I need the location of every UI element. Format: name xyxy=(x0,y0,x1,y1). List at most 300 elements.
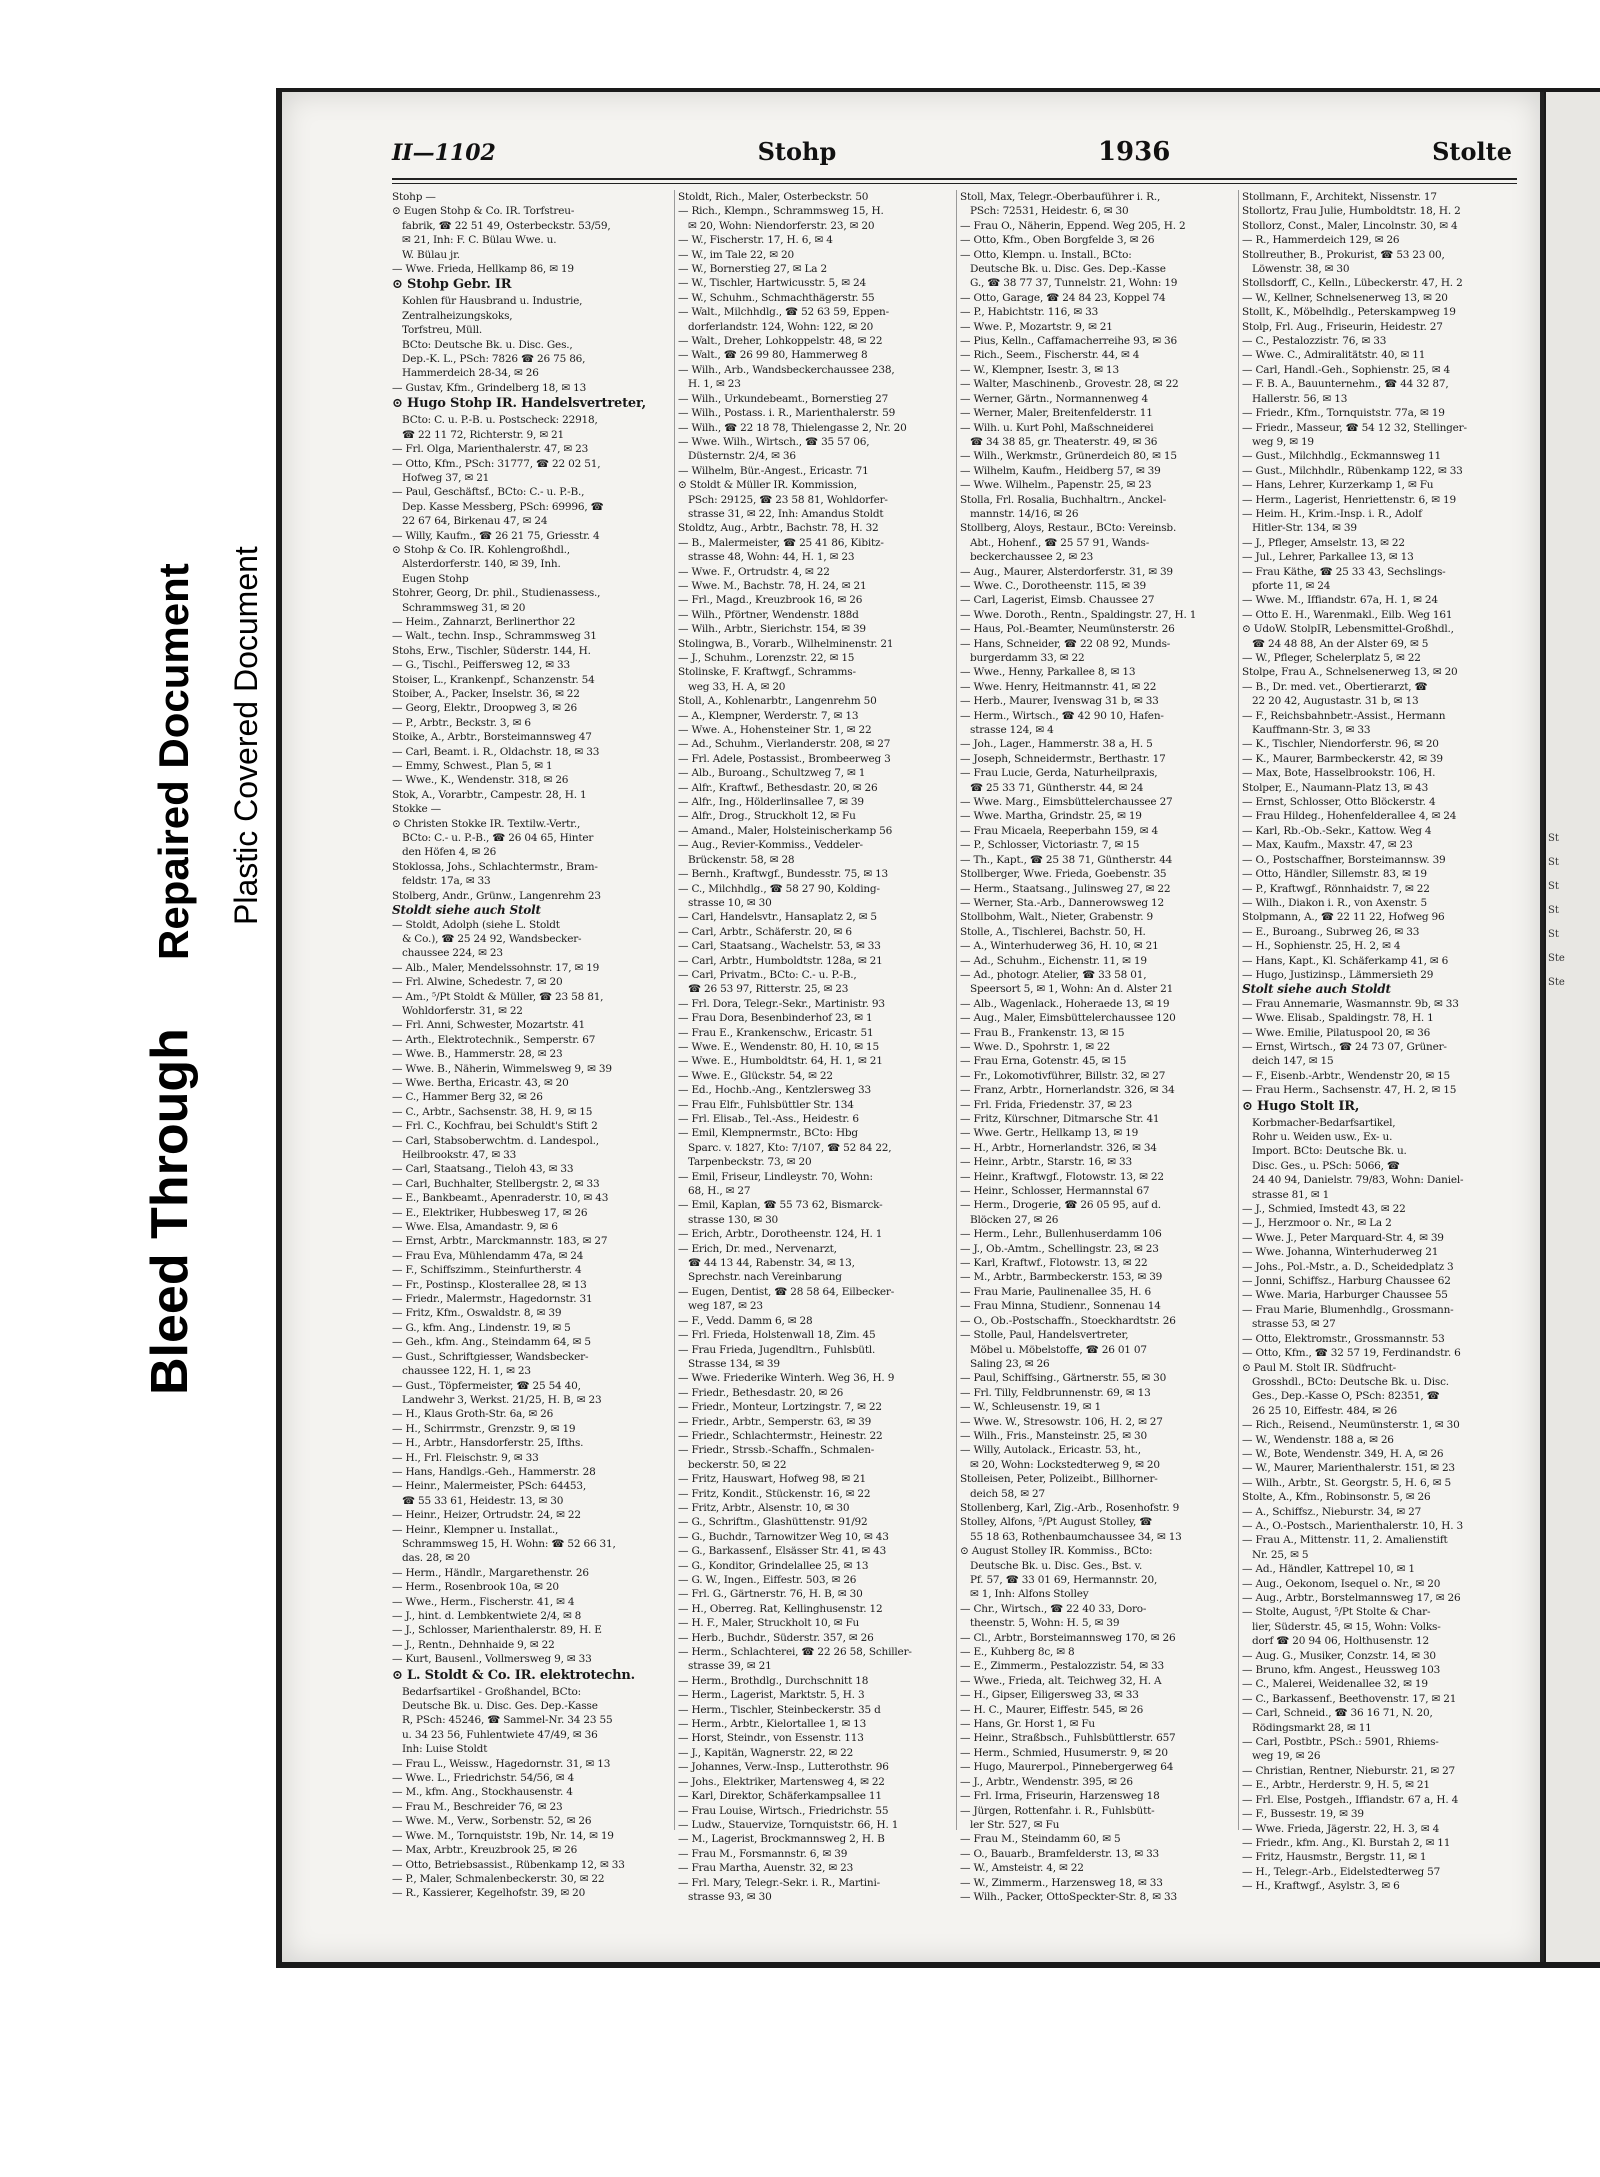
directory-entry: — Cl., Arbtr., Borsteimannsweg 170, ✉ 26 xyxy=(960,1631,1176,1644)
directory-entry: strasse 10, ✉ 30 xyxy=(688,896,772,909)
directory-entry: — A., Schiffsz., Nieburstr. 34, ✉ 27 xyxy=(1242,1505,1422,1518)
adjacent-page-fragment: Ste xyxy=(1548,977,1565,988)
directory-entry: — Geh., kfm. Ang., Steindamm 64, ✉ 5 xyxy=(392,1336,591,1349)
directory-entry: — W., Klempner, Isestr. 3, ✉ 13 xyxy=(960,363,1119,376)
directory-entry: — R., Kassierer, Kegelhofstr. 39, ✉ 20 xyxy=(392,1887,586,1900)
directory-entry: Disc. Ges., u. PSch: 5066, ☎ xyxy=(1252,1159,1400,1172)
directory-entry: — Wilhelm, Kaufm., Heidberg 57, ✉ 39 xyxy=(960,464,1161,477)
directory-entry: — Johs., Elektriker, Martensweg 4, ✉ 22 xyxy=(678,1775,885,1788)
directory-entry: Stollreuther, B., Prokurist, ☎ 53 23 00, xyxy=(1242,248,1445,261)
directory-entry: — Frl. Else, Postgeh., Iffiandstr. 67 a, H. 4 xyxy=(1242,1793,1459,1806)
directory-entry: — Wwe. A., Hohensteiner Str. 1, ✉ 22 xyxy=(678,724,872,737)
directory-entry: ☎ 55 33 61, Heidestr. 13, ✉ 30 xyxy=(402,1494,564,1507)
directory-entry: — J., Schuhm., Lorenzstr. 22, ✉ 15 xyxy=(678,652,855,664)
directory-entry: — Herm., Arbtr., Kielortallee 1, ✉ 13 xyxy=(678,1718,867,1731)
directory-entry: — Kurt, Bausenl., Vollmersweg 9, ✉ 33 xyxy=(392,1653,592,1666)
directory-entry: — Herm., Brothdlg., Durchschnitt 18 xyxy=(678,1674,869,1687)
directory-entry: weg 33, H. A, ✉ 20 xyxy=(688,680,786,693)
directory-entry: — Wwe. Henry, Heitmannstr. 41, ✉ 22 xyxy=(960,680,1157,693)
directory-entry: — Christian, Rentner, Nieburstr. 21, ✉ 27 xyxy=(1242,1764,1456,1777)
directory-entry: — Fritz, Arbtr., Alsenstr. 10, ✉ 30 xyxy=(678,1501,850,1514)
label-bleed-through: Bleed Through xyxy=(141,1028,199,1395)
directory-entry: Stolpe, Frau A., Schnelsenerweg 13, ✉ 20 xyxy=(1242,666,1458,679)
directory-entry: — Wwe., K., Wendenstr. 318, ✉ 26 xyxy=(392,774,569,787)
directory-entry: Rohr u. Weiden usw., Ex- u. xyxy=(1252,1131,1393,1143)
directory-entry: — R., Hammerdeich 129, ✉ 26 xyxy=(1242,234,1400,247)
directory-entry: — Heinr., Klempner u. Installat., xyxy=(392,1523,559,1536)
directory-entry: PSch: 72531, Heidestr. 6, ✉ 30 xyxy=(970,205,1129,218)
directory-entry: — Frl. G., Gärtnerstr. 76, H. B, ✉ 30 xyxy=(678,1588,863,1601)
directory-entry: — Wilh., Werkmstr., Grünerdeich 80, ✉ 15 xyxy=(960,450,1177,463)
column-3 xyxy=(956,190,1232,1903)
directory-entry: lier, Süderstr. 45, ✉ 15, Wohn: Volks- xyxy=(1252,1620,1441,1633)
directory-entry: ⊙ L. Stoldt & Co. IR. elektrotechn. xyxy=(392,1667,635,1683)
directory-entry: — Werner, Gärtn., Normannenweg 4 xyxy=(960,392,1148,405)
directory-entry: — Aug., Maler, Eimsbüttelerchaussee 120 xyxy=(960,1012,1176,1025)
directory-entry: BCto: C. u. P.-B. u. Postscheck: 22918, xyxy=(402,414,598,427)
directory-entry: — O., Postschaffner, Borsteimannsw. 39 xyxy=(1242,853,1446,866)
directory-entry: — Wwe. Wilh., Wirtsch., ☎ 35 57 06, xyxy=(678,435,870,448)
directory-entry: — Frau M., Forsmannstr. 6, ✉ 39 xyxy=(678,1847,848,1860)
directory-entry: 55 18 63, Rothenbaumchaussee 34, ✉ 13 xyxy=(970,1530,1182,1543)
directory-entry: — Fr., Postinsp., Klosterallee 28, ✉ 13 xyxy=(392,1278,587,1291)
directory-entry: Wohldorferstr. 31, ✉ 22 xyxy=(402,1004,523,1017)
directory-entry: Schrammsweg 31, ✉ 20 xyxy=(402,601,526,614)
directory-entry: — K., Tischler, Niendorferstr. 96, ✉ 20 xyxy=(1242,738,1439,751)
directory-entry: strasse 81, ✉ 1 xyxy=(1252,1188,1330,1201)
directory-entry: Landwehr 3, Werkst. 21/25, H. B, ✉ 23 xyxy=(402,1393,602,1406)
directory-entry: — C., Pestalozzistr. 76, ✉ 33 xyxy=(1242,335,1387,348)
directory-entry: — G., kfm. Ang., Lindenstr. 19, ✉ 5 xyxy=(392,1321,571,1334)
directory-entry: Düsternstr. 2/4, ✉ 36 xyxy=(688,450,796,463)
column-2 xyxy=(674,190,950,1903)
directory-entry: — Wwe. M., Bachstr. 78, H. 24, ✉ 21 xyxy=(678,579,867,592)
directory-entry: deich 58, ✉ 27 xyxy=(970,1487,1046,1500)
directory-entry: — Erich, Dr. med., Nervenarzt, xyxy=(678,1242,837,1255)
directory-entry: — Emmy, Schwest., Plan 5, ✉ 1 xyxy=(392,760,553,773)
directory-entry: Stoldtz, Aug., Arbtr., Bachstr. 78, H. 32 xyxy=(678,522,879,535)
directory-entry: — Herm., Staatsang., Julinsweg 27, ✉ 22 xyxy=(960,882,1171,895)
directory-entry: ler Str. 527, ✉ Fu xyxy=(970,1818,1060,1831)
directory-entry: — O., Ob.-Postschaffn., Stoeckhardtstr. 26 xyxy=(960,1314,1176,1327)
directory-entry: — Stoldt, Adolph (siehe L. Stoldt xyxy=(392,918,560,931)
directory-entry: fabrik, ☎ 22 51 49, Osterbeckstr. 53/59, xyxy=(402,219,611,232)
directory-entry: — Carl, Staatsang., Tieloh 43, ✉ 33 xyxy=(392,1163,574,1176)
directory-entry: — Otto, Betriebsassist., Rübenkamp 12, ✉ 33 xyxy=(392,1858,625,1871)
directory-entry: — W., Amsteistr. 4, ✉ 22 xyxy=(960,1862,1084,1875)
directory-entry: — P., Kraftwgf., Rönnhaidstr. 7, ✉ 22 xyxy=(1242,882,1430,895)
directory-entry: Blöcken 27, ✉ 26 xyxy=(970,1213,1059,1226)
directory-entry: — Johannes, Verw.-Insp., Lutterothstr. 96 xyxy=(678,1761,889,1774)
directory-entry: — H., Sophienstr. 25, H. 2, ✉ 4 xyxy=(1242,940,1401,953)
directory-entry: — Fritz, Hauswart, Hofweg 98, ✉ 21 xyxy=(678,1473,867,1486)
directory-entry: beckerstr. 50, ✉ 22 xyxy=(688,1458,787,1471)
directory-entry: — Alfr., Drog., Struckholt 12, ✉ Fu xyxy=(678,810,856,823)
directory-entry: Abt., Hohenf., ☎ 25 57 91, Wands- xyxy=(970,536,1150,549)
headword-right: Stolte xyxy=(1432,137,1512,166)
directory-entry: Alsterdorferstr. 140, ✉ 39, Inh. xyxy=(402,558,561,571)
directory-entry: — Franz, Arbtr., Hornerlandstr. 326, ✉ 34 xyxy=(960,1084,1175,1097)
directory-entry: — Wwe. E., Wendenstr. 80, H. 10, ✉ 15 xyxy=(678,1040,879,1053)
directory-entry: Hallerstr. 56, ✉ 13 xyxy=(1252,392,1348,405)
directory-entry: — M., Lagerist, Brockmannsweg 2, H. B xyxy=(678,1833,885,1846)
directory-entry: Deutsche Bk. u. Disc. Ges., Bst. v. xyxy=(970,1559,1143,1572)
directory-entry: ✉ 1, Inh: Alfons Stolley xyxy=(970,1588,1089,1601)
directory-entry: — Heim., Zahnarzt, Berlinerthor 22 xyxy=(392,615,576,628)
directory-entry: — H., Frl. Fleischstr. 9, ✉ 33 xyxy=(392,1451,539,1464)
directory-entry: Stollmann, F., Architekt, Nissenstr. 17 xyxy=(1242,191,1437,203)
directory-entry: — Chr., Wirtsch., ☎ 22 40 33, Doro- xyxy=(960,1602,1147,1615)
directory-entry: — Hans, Gr. Horst 1, ✉ Fu xyxy=(960,1718,1095,1731)
directory-entry: — Wwe. B., Näherin, Wimmelsweg 9, ✉ 39 xyxy=(392,1062,612,1075)
directory-entry: Brückenstr. 58, ✉ 28 xyxy=(688,853,795,866)
directory-entry: — Gust., Schriftgiesser, Wandsbecker- xyxy=(392,1350,589,1363)
directory-entry: — G., Barkassenf., Elsässer Str. 41, ✉ 43 xyxy=(678,1545,887,1558)
directory-entry: — Frl. Frieda, Holstenwall 18, Zim. 45 xyxy=(678,1329,876,1342)
directory-entry: BCto: C.- u. P.-B., ☎ 26 04 65, Hinter xyxy=(402,832,594,845)
directory-entry: — Ludw., Stauervize, Tornquiststr. 66, H. 1 xyxy=(678,1818,899,1831)
directory-entry: Deutsche Bk. u. Disc. Ges. Dep.-Kasse xyxy=(402,1700,598,1713)
headword-left: Stohp xyxy=(757,137,837,166)
directory-entry: strasse 53, ✉ 27 xyxy=(1252,1318,1336,1331)
directory-entry: Deutsche Bk. u. Disc. Ges. Dep.-Kasse xyxy=(970,263,1166,276)
directory-entry: — Wwe. Gertr., Hellkamp 13, ✉ 19 xyxy=(960,1127,1139,1140)
directory-entry: — Gust., Töpfermeister, ☎ 25 54 40, xyxy=(392,1379,581,1392)
directory-entry: — W., im Tale 22, ✉ 20 xyxy=(678,248,794,261)
directory-entry: — E., Kuhberg 8c, ✉ 8 xyxy=(960,1646,1075,1659)
directory-entry: — Frau M., Steindamm 60, ✉ 5 xyxy=(960,1833,1121,1846)
directory-entry: — Frau Micaela, Reeperbahn 159, ✉ 4 xyxy=(960,824,1158,837)
directory-entry: R, PSch: 45246, ☎ Sammel-Nr. 34 23 55 xyxy=(402,1714,613,1727)
directory-entry: — Wwe. Emilie, Pilatuspool 20, ✉ 36 xyxy=(1242,1026,1431,1039)
directory-entry: ☎ 26 53 97, Ritterstr. 25, ✉ 23 xyxy=(688,983,849,996)
directory-entry: ☎ 44 13 44, Rabenstr. 34, ✉ 13, xyxy=(688,1257,855,1270)
directory-entry: Grosshdl., BCto: Deutsche Bk. u. Disc. xyxy=(1252,1375,1449,1388)
directory-entry: — Frau Minna, Studienr., Sonnenau 14 xyxy=(960,1300,1161,1313)
directory-entry: — Wwe. E., Glückstr. 54, ✉ 22 xyxy=(678,1069,833,1082)
directory-entry: — Karl, Rb.-Ob.-Sekr., Kattow. Weg 4 xyxy=(1242,824,1432,837)
directory-entry: — Wwe. Johanna, Winterhuderweg 21 xyxy=(1242,1246,1439,1259)
directory-entry: — Frau Erna, Gotenstr. 45, ✉ 15 xyxy=(960,1055,1127,1068)
directory-entry: — Joseph, Schneidermstr., Berthastr. 17 xyxy=(960,752,1166,765)
directory-entry: — Wilh., Postass. i. R., Marienthalerstr. 59 xyxy=(678,407,896,420)
directory-entry: — J., Schmied, Imstedt 43, ✉ 22 xyxy=(1242,1203,1406,1216)
directory-entry: — W., Kellner, Schnelsenerweg 13, ✉ 20 xyxy=(1242,291,1448,304)
directory-entry: — Fr., Lokomotivführer, Billstr. 32, ✉ 27 xyxy=(960,1069,1166,1082)
directory-entry: — Eugen, Dentist, ☎ 28 58 64, Eilbecker- xyxy=(678,1285,895,1298)
directory-entry: — Wwe. Frieda, Hellkamp 86, ✉ 19 xyxy=(392,263,574,276)
directory-entry: — Wilh., Diakon i. R., von Axenstr. 5 xyxy=(1242,896,1427,909)
directory-entry: mannstr. 14/16, ✉ 26 xyxy=(970,507,1079,520)
directory-entry: ✉ 20, Wohn: Niendorferstr. 23, ✉ 20 xyxy=(688,219,875,232)
directory-entry: — Wilh., ☎ 22 18 78, Thielengasse 2, Nr. 20 xyxy=(678,421,907,434)
directory-entry: — Max, Arbtr., Kreuzbrook 25, ✉ 26 xyxy=(392,1844,578,1857)
directory-entry: ✉ 20, Wohn: Lockstedterweg 9, ✉ 20 xyxy=(970,1458,1160,1471)
directory-entry: — Otto, Kfm., ☎ 32 57 19, Ferdinandstr. 6 xyxy=(1242,1347,1461,1360)
directory-entry: — Frl. Adele, Postassist., Brombeerweg 3 xyxy=(678,752,891,765)
directory-entry: — Bruno, kfm. Angest., Heussweg 103 xyxy=(1242,1664,1441,1677)
directory-entry: — F., Vedd. Damm 6, ✉ 28 xyxy=(678,1314,813,1327)
directory-entry: 24 40 94, Danielstr. 79/83, Wohn: Daniel- xyxy=(1252,1174,1464,1187)
directory-entry: — Wilhelm, Bür.-Angest., Ericastr. 71 xyxy=(678,464,869,477)
directory-entry: — Max, Bote, Hasselbrookstr. 106, H. xyxy=(1242,767,1436,780)
directory-entry: Stoklossa, Johs., Schlachtermstr., Bram- xyxy=(392,860,598,873)
directory-entry: — Frau Martha, Auenstr. 32, ✉ 23 xyxy=(678,1862,854,1875)
directory-entry: — Alb., Maler, Mendelssohnstr. 17, ✉ 19 xyxy=(392,961,600,974)
directory-entry: den Höfen 4, ✉ 26 xyxy=(402,846,497,859)
directory-entry: strasse 130, ✉ 30 xyxy=(688,1213,779,1226)
directory-entry: — Frl., Magd., Kreuzbrook 16, ✉ 26 xyxy=(678,594,863,607)
directory-entry: u. 34 23 56, Fuhlentwiete 47/49, ✉ 36 xyxy=(402,1728,598,1741)
directory-entry: — W., Schleusenstr. 19, ✉ 1 xyxy=(960,1401,1101,1414)
directory-entry: — Frau B., Frankenstr. 13, ✉ 15 xyxy=(960,1026,1125,1039)
directory-entry: — W., Zimmerm., Harzensweg 18, ✉ 33 xyxy=(960,1876,1163,1889)
directory-entry: Inh: Luise Stoldt xyxy=(402,1743,488,1756)
directory-entry: — Hans, Schneider, ☎ 22 08 92, Munds- xyxy=(960,637,1171,650)
directory-entry: Kauffmann-Str. 3, ✉ 33 xyxy=(1252,724,1371,737)
directory-entry: — Frau L., Weissw., Hagedornstr. 31, ✉ 13 xyxy=(392,1757,611,1770)
directory-entry: pforte 11, ✉ 24 xyxy=(1252,579,1331,592)
directory-entry: — Wilh., Arbtr., St. Georgstr. 5, H. 6, ✉ 5 xyxy=(1242,1476,1452,1489)
directory-entry: — Frl. Tilly, Feldbrunnenstr. 69, ✉ 13 xyxy=(960,1386,1151,1399)
directory-entry: — Ed., Hochb.-Ang., Kentzlersweg 33 xyxy=(678,1084,871,1097)
directory-entry: — Friedr., Kfm., Tornquiststr. 77a, ✉ 19 xyxy=(1242,407,1445,420)
directory-entry: — Karl, Kraftwf., Flotowstr. 13, ✉ 22 xyxy=(960,1257,1148,1270)
directory-entry: — Rich., Klempn., Schrammsweg 15, H. xyxy=(678,205,884,218)
directory-entry: — A., Klempner, Werderstr. 7, ✉ 13 xyxy=(678,709,859,722)
directory-entry: — Stolle, Paul, Handelsvertreter, xyxy=(960,1329,1129,1342)
directory-entry: Stolp, Frl. Aug., Friseurin, Heidestr. 27 xyxy=(1242,320,1443,333)
directory-entry: — Wwe. P., Mozartstr. 9, ✉ 21 xyxy=(960,320,1113,333)
directory-entry: — Th., Kapt., ☎ 25 38 71, Güntherstr. 44 xyxy=(960,853,1173,866)
directory-entry: das. 28, ✉ 20 xyxy=(402,1552,470,1565)
directory-entry: — Alfr., Kraftwf., Bethesdastr. 20, ✉ 26 xyxy=(678,781,878,794)
directory-entry: — Aug., Revier-Kommiss., Veddeler- xyxy=(678,839,863,852)
directory-entry: — G., Konditor, Grindelallee 25, ✉ 13 xyxy=(678,1559,869,1572)
directory-entry: Stoldt, Rich., Maler, Osterbeckstr. 50 xyxy=(678,191,869,203)
directory-entry: — Hugo, Maurerpol., Pinnebergerweg 64 xyxy=(960,1761,1174,1774)
directory-entry: — Wwe. F., Ortrudstr. 4, ✉ 22 xyxy=(678,565,830,578)
directory-entry: Stollenberg, Karl, Zig.-Arb., Rosenhofstr. 9 xyxy=(960,1501,1180,1514)
directory-entry: chaussee 224, ✉ 23 xyxy=(402,947,503,960)
adjacent-page-fragment: St xyxy=(1548,929,1559,940)
directory-entry: — Gust., Milchhdlg., Eckmannsweg 11 xyxy=(1242,450,1441,463)
directory-entry: — Frau Eva, Mühlendamm 47a, ✉ 24 xyxy=(392,1249,584,1262)
directory-entry: — W., Schuhm., Schmachthägerstr. 55 xyxy=(678,291,875,304)
directory-entry: — Carl, Staatsang., Wachelstr. 53, ✉ 33 xyxy=(678,940,881,953)
directory-entry: chaussee 122, H. 1, ✉ 23 xyxy=(402,1365,531,1378)
directory-entry: — B., Malermeister, ☎ 25 41 86, Kibitz- xyxy=(678,536,884,549)
directory-entry: — Rich., Seem., Fischerstr. 44, ✉ 4 xyxy=(960,349,1140,362)
adjacent-page-edge xyxy=(1546,92,1600,1962)
directory-entry: — Erich, Arbtr., Dorotheenstr. 124, H. 1 xyxy=(678,1228,883,1241)
directory-entry: — J., Herzmoor o. Nr., ✉ La 2 xyxy=(1242,1217,1392,1230)
directory-entry: — Frau Dora, Besenbinderhof 23, ✉ 1 xyxy=(678,1012,873,1025)
page-header xyxy=(392,137,1512,171)
directory-entry: — C., Malerei, Weidenallee 32, ✉ 19 xyxy=(1242,1678,1428,1691)
directory-entry: — Frau Käthe, ☎ 25 33 43, Sechslings- xyxy=(1242,565,1446,578)
directory-entry: — Wwe. D., Spohrstr. 1, ✉ 22 xyxy=(960,1040,1110,1053)
directory-entry: — Carl, Stabsoberwchtm. d. Landespol., xyxy=(392,1134,599,1147)
directory-entry: — Otto, Klempn. u. Install., BCto: xyxy=(960,248,1132,261)
directory-entry: — Frl. Irma, Friseurin, Harzensweg 18 xyxy=(960,1790,1160,1803)
directory-entry: — Herb., Maurer, Ivenswag 31 b, ✉ 33 xyxy=(960,695,1159,708)
directory-entry: — Ad., photogr. Atelier, ☎ 33 58 01, xyxy=(960,968,1147,981)
directory-entry: Stolpmann, A., ☎ 22 11 22, Hofweg 96 xyxy=(1242,911,1445,924)
directory-entry: Saling 23, ✉ 26 xyxy=(970,1357,1050,1370)
directory-entry: — Fritz, Kürschner, Ditmarsche Str. 41 xyxy=(960,1113,1160,1125)
directory-entry: — Aug., Arbtr., Borstelmannsweg 17, ✉ 26 xyxy=(1242,1592,1461,1604)
directory-entry: — Frau A., Mittenstr. 11, 2. Amalienstift xyxy=(1242,1534,1448,1547)
directory-entry: — W., Bornerstieg 27, ✉ La 2 xyxy=(678,263,827,276)
directory-entry: — Friedr., kfm. Ang., Kl. Burstah 2, ✉ 11 xyxy=(1242,1836,1451,1849)
directory-entry: — Fritz, Hausmstr., Bergstr. 11, ✉ 1 xyxy=(1242,1851,1427,1864)
header-rule xyxy=(392,178,1517,180)
directory-entry: Stolinske, F. Kraftwgf., Schramms- xyxy=(678,666,856,679)
directory-entry: — Frl. Olga, Marienthalerstr. 47, ✉ 23 xyxy=(392,443,589,456)
directory-entry: — Wwe. M., Iffiandstr. 67a, H. 1, ✉ 24 xyxy=(1242,594,1438,607)
directory-entry: ⊙ Stohp & Co. IR. Kohlengroßhdl., xyxy=(392,543,570,556)
directory-entry: — F., Schiffszimm., Steinfurtherstr. 4 xyxy=(392,1264,582,1277)
directory-entry: — Carl, Buchhalter, Stellbergstr. 2, ✉ 33 xyxy=(392,1177,600,1190)
column-1 xyxy=(392,190,668,1900)
directory-entry: — K., Maurer, Barmbeckerstr. 42, ✉ 39 xyxy=(1242,752,1443,765)
directory-entry: Strasse 134, ✉ 39 xyxy=(688,1357,780,1370)
directory-entry: Stoll, Max, Telegr.-Oberbauführer i. R., xyxy=(960,191,1161,203)
directory-entry: ☎ 25 33 71, Güntherstr. 44, ✉ 24 xyxy=(970,781,1144,794)
directory-entry: — Aug., Oekonom, Isequel o. Nr., ✉ 20 xyxy=(1242,1577,1441,1590)
directory-entry: — W., Bote, Wendenstr. 349, H. A, ✉ 26 xyxy=(1242,1447,1444,1460)
directory-entry: — Otto, Händler, Sillemstr. 83, ✉ 19 xyxy=(1242,868,1427,881)
directory-entry: — Amand., Maler, Holsteinischerkamp 56 xyxy=(678,824,893,837)
directory-entry: — Wilh., Urkundebeamt., Bornerstieg 27 xyxy=(678,392,889,405)
adjacent-page-fragment: St xyxy=(1548,833,1559,844)
directory-entry: Stohp — xyxy=(392,191,436,203)
directory-entry: — Walter, Maschinenb., Grovestr. 28, ✉ 22 xyxy=(960,378,1179,391)
directory-entry: 26 25 10, Eiffestr. 484, ✉ 26 xyxy=(1252,1404,1398,1417)
directory-entry: — Fritz, Kondit., Stückenstr. 16, ✉ 22 xyxy=(678,1487,871,1500)
directory-entry: — Wwe. Bertha, Ericastr. 43, ✉ 20 xyxy=(392,1076,569,1089)
directory-entry: — Gustav, Kfm., Grindelberg 18, ✉ 13 xyxy=(392,381,587,394)
directory-entry: — Herb., Buchdr., Süderstr. 357, ✉ 26 xyxy=(678,1631,874,1644)
directory-entry: — Carl, Arbtr., Schäferstr. 20, ✉ 6 xyxy=(678,925,852,938)
directory-entry: Stoiber, A., Packer, Inselstr. 36, ✉ 22 xyxy=(392,688,580,700)
directory-entry: — J., hint. d. Lembkentwiete 2/4, ✉ 8 xyxy=(392,1610,582,1622)
directory-entry: — Haus, Pol.-Beamter, Neumünsterstr. 26 xyxy=(960,623,1175,636)
directory-entry: dorf ☎ 20 94 06, Holthusenstr. 12 xyxy=(1252,1635,1429,1648)
directory-entry: deich 147, ✉ 15 xyxy=(1252,1055,1334,1068)
directory-entry: — Herm., Schlachterei, ☎ 22 26 58, Schiller- xyxy=(678,1646,912,1659)
directory-entry: — F., Eisenb.-Arbtr., Wendenstr 20, ✉ 15 xyxy=(1242,1069,1451,1082)
directory-entry: Stohrer, Georg, Dr. phil., Studienassess., xyxy=(392,587,601,600)
directory-entry: weg 9, ✉ 19 xyxy=(1252,435,1314,448)
directory-entry: — Alb., Wagenlack., Hoheraede 13, ✉ 19 xyxy=(960,997,1170,1010)
directory-entry: — H., Klaus Groth-Str. 6a, ✉ 26 xyxy=(392,1408,554,1421)
directory-entry: Stokke — xyxy=(392,803,441,816)
directory-entry: — P., Arbtr., Beckstr. 3, ✉ 6 xyxy=(392,716,531,729)
directory-entry: — Gust., Milchhdlr., Rübenkamp 122, ✉ 33 xyxy=(1242,464,1463,477)
directory-entry: Dep.-K. L., PSch: 7826 ☎ 26 75 86, xyxy=(402,353,586,366)
directory-entry: — Jürgen, Rottenfahr. i. R., Fuhlsbütt- xyxy=(960,1804,1155,1817)
directory-entry: — Herm., Tischler, Steinbeckerstr. 35 d xyxy=(678,1703,881,1716)
directory-entry: — Emil, Klempnermstr., BCto: Hbg xyxy=(678,1127,858,1140)
directory-entry: Stolberg, Andr., Grünw., Langenrehm 23 xyxy=(392,889,601,902)
directory-entry: Stolt siehe auch Stoldt xyxy=(1242,982,1391,997)
directory-entry: — Frau Frieda, Jugendltrn., Fuhlsbütl. xyxy=(678,1343,876,1356)
directory-entry: strasse 93, ✉ 30 xyxy=(688,1890,772,1903)
directory-entry: Import. BCto: Deutsche Bk. u. xyxy=(1252,1145,1407,1158)
directory-entry: — Wwe. Friederike Winterh. Weg 36, H. 9 xyxy=(678,1372,895,1385)
directory-entry: ⊙ Hugo Stohp IR. Handelsvertreter, xyxy=(392,396,646,412)
directory-entry: — A., O.-Postsch., Marienthalerstr. 10, H. 3 xyxy=(1242,1519,1464,1532)
directory-entry: — Wwe. W., Stresowstr. 106, H. 2, ✉ 27 xyxy=(960,1415,1163,1428)
directory-entry: — Fritz, Kfm., Oswaldstr. 8, ✉ 39 xyxy=(392,1307,562,1320)
directory-entry: — Hans, Handlgs.-Geh., Hammerstr. 28 xyxy=(392,1465,596,1478)
directory-entry: — Carl, Schneid., ☎ 36 16 71, N. 20, xyxy=(1242,1707,1433,1720)
directory-entry: — Frl. Anni, Schwester, Mozartstr. 41 xyxy=(392,1019,585,1032)
directory-entry: — Am., ⁵/Pt Stoldt & Müller, ☎ 23 58 81, xyxy=(392,990,604,1003)
directory-entry: — Herm., Lehr., Bullenhuserdamm 106 xyxy=(960,1228,1162,1241)
directory-entry: Rödingsmarkt 28, ✉ 11 xyxy=(1252,1721,1372,1734)
directory-entry: — Aug., Maurer, Alsterdorferstr. 31, ✉ 39 xyxy=(960,565,1173,578)
directory-entry: — Wwe., Henny, Parkallee 8, ✉ 13 xyxy=(960,666,1136,679)
directory-entry: — Wwe. Martha, Grindstr. 25, ✉ 19 xyxy=(960,810,1142,823)
directory-entry: strasse 48, Wohn: 44, H. 1, ✉ 23 xyxy=(688,551,855,564)
directory-entry: dorferlandstr. 124, Wohn: 122, ✉ 20 xyxy=(688,320,874,333)
directory-entry: — F., Bussestr. 19, ✉ 39 xyxy=(1242,1808,1364,1821)
directory-entry: — Ernst, Arbtr., Marckmannstr. 183, ✉ 27 xyxy=(392,1235,608,1248)
directory-entry: Stoiser, L., Krankenpf., Schanzenstr. 54 xyxy=(392,673,595,686)
directory-entry: — P., Maler, Schmalenbeckerstr. 30, ✉ 22 xyxy=(392,1872,605,1885)
directory-entry: Stolleisen, Peter, Polizeibt., Billhorner- xyxy=(960,1473,1158,1486)
directory-entry: — Arth., Elektrotechnik., Semperstr. 67 xyxy=(392,1033,596,1046)
directory-entry: — Carl, Arbtr., Humboldtstr. 128a, ✉ 21 xyxy=(678,954,883,967)
directory-entry: 22 67 64, Birkenau 47, ✉ 24 xyxy=(402,515,548,528)
directory-entry: — Friedr., Bethesdastr. 20, ✉ 26 xyxy=(678,1386,844,1399)
directory-entry: — G., Schriftm., Glashüttenstr. 91/92 xyxy=(678,1516,868,1529)
directory-entry: — Wilh., Arb., Wandsbeckerchaussee 238, xyxy=(678,363,895,376)
listing-columns xyxy=(392,190,1517,1903)
directory-entry: — Alb., Buroang., Schultzweg 7, ✉ 1 xyxy=(678,767,866,780)
directory-entry: — Hans, Lehrer, Kurzerkamp 1, ✉ Fu xyxy=(1242,479,1434,492)
directory-entry: Stollorz, Const., Maler, Lincolnstr. 30, ✉ 4 xyxy=(1242,219,1458,232)
annotation-labels xyxy=(0,0,300,2177)
directory-entry: H. 1, ✉ 23 xyxy=(688,378,741,391)
directory-entry: — Ad., Händler, Kattrepel 10, ✉ 1 xyxy=(1242,1563,1415,1576)
directory-entry: — J., Pfleger, Amselstr. 13, ✉ 22 xyxy=(1242,536,1405,549)
label-repaired-document: Repaired Document xyxy=(150,563,197,960)
page-year: 1936 xyxy=(1097,137,1171,167)
directory-entry: — Wilh., Fris., Mansteinstr. 25, ✉ 30 xyxy=(960,1429,1147,1442)
directory-entry: — C., Hammer Berg 32, ✉ 26 xyxy=(392,1091,543,1104)
directory-entry: Bedarfsartikel - Großhandel, BCto: xyxy=(402,1685,581,1698)
directory-entry: — Friedr., Arbtr., Semperstr. 63, ✉ 39 xyxy=(678,1415,872,1428)
directory-entry: — Herm., Lagerist, Henriettenstr. 6, ✉ 19 xyxy=(1242,493,1456,506)
directory-entry: ⊙ UdoW. StolpIR, Lebensmittel-Großhdl., xyxy=(1242,623,1454,636)
directory-entry: Pf. 57, ☎ 33 01 69, Hermannstr. 20, xyxy=(970,1574,1158,1586)
label-plastic-covered-document: Plastic Covered Document xyxy=(228,546,264,925)
directory-entry: weg 187, ✉ 23 xyxy=(688,1300,763,1313)
directory-entry: — Alfr., Ing., Hölderlinsallee 7, ✉ 39 xyxy=(678,796,864,809)
directory-entry: ⊙ Hugo Stolt IR, xyxy=(1242,1098,1360,1114)
directory-entry: — J., Rentn., Dehnhaide 9, ✉ 22 xyxy=(392,1638,555,1651)
directory-entry: theenstr. 5, Wohn: H. 5, ✉ 39 xyxy=(970,1617,1120,1630)
directory-entry: — Heinr., Heizer, Ortrudstr. 24, ✉ 22 xyxy=(392,1509,581,1522)
directory-entry: — Ad., Schuhm., Vierlanderstr. 208, ✉ 27 xyxy=(678,738,891,751)
directory-entry: burgerdamm 33, ✉ 22 xyxy=(970,652,1085,664)
directory-entry: — H., Oberreg. Rat, Kellinghusenstr. 12 xyxy=(678,1602,883,1615)
directory-entry: G., ☎ 38 77 37, Tunnelstr. 21, Wohn: 19 xyxy=(970,277,1178,290)
